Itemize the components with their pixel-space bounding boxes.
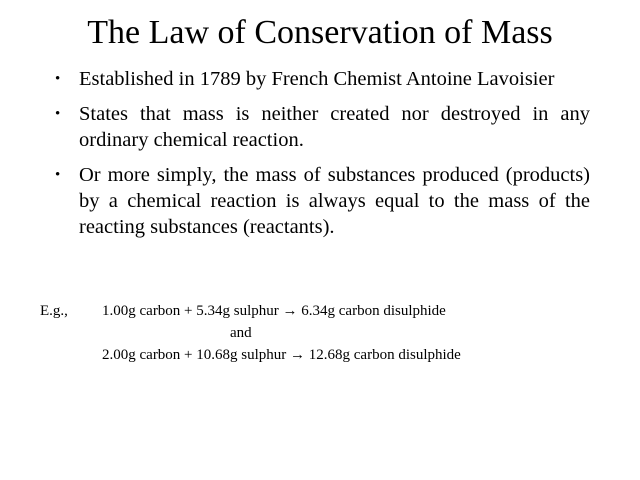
bullet-item xyxy=(55,101,590,153)
bullet-marker: • xyxy=(55,71,61,87)
example-row xyxy=(40,344,630,366)
bullet-item xyxy=(55,66,590,92)
example-row xyxy=(40,322,630,344)
example-row xyxy=(40,300,630,322)
bullet-marker: • xyxy=(55,106,61,122)
example-prefix: E.g., xyxy=(40,303,68,319)
connector-and: and xyxy=(230,325,252,341)
bullet-text: States that mass is neither created nor destroyed in any ordinary chemical reaction. xyxy=(79,103,590,151)
bullet-list xyxy=(55,66,590,249)
slide-title: The Law of Conservation of Mass xyxy=(87,14,553,51)
equation-1: 1.00g carbon + 5.34g sulphur → 6.34g carbon disulphide xyxy=(102,303,446,319)
bullet-item xyxy=(55,162,590,240)
bullet-text: Or more simply, the mass of substances produced (products) by a chemical reaction is always equal to the mass of the reacting substances (reactants). xyxy=(79,164,590,238)
bullet-marker: • xyxy=(55,167,61,183)
bullet-text: Established in 1789 by French Chemist Antoine Lavoisier xyxy=(79,68,555,90)
equation-2: 2.00g carbon + 10.68g sulphur → 12.68g carbon disulphide xyxy=(102,347,461,363)
example-block xyxy=(40,300,630,366)
